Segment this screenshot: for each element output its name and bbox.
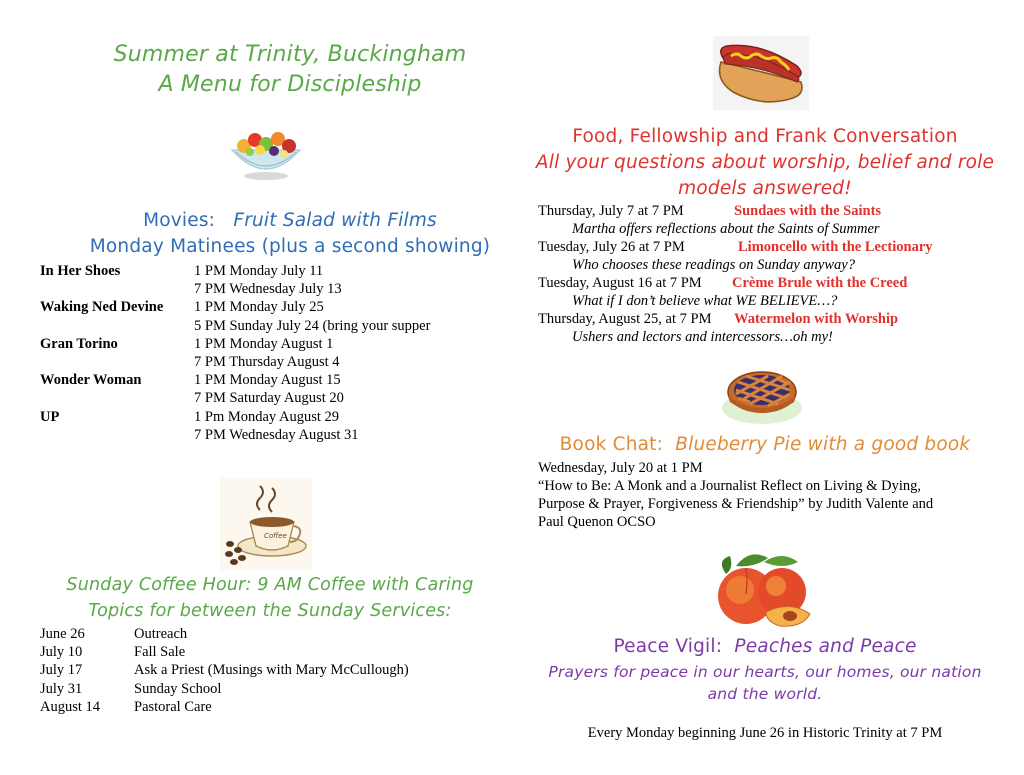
coffee-row	[40, 698, 409, 716]
movie-title: Gran Torino	[40, 335, 118, 352]
coffee-heading	[20, 572, 520, 624]
movies-subtitle: Monday Matinees (plus a second showing)	[89, 236, 491, 257]
movie-showtime: 7 PM Wednesday July 13	[194, 281, 342, 298]
coffee-row	[40, 680, 409, 698]
movie-row	[40, 371, 430, 389]
movie-showtime: 5 PM Sunday July 24 (bring your supper	[194, 317, 431, 334]
coffee-title: Sunday Coffee Hour: 9 AM Coffee with Caring	[66, 575, 474, 595]
movie-row	[40, 280, 430, 298]
event-line	[538, 238, 1008, 256]
book-desc-line3: Paul Quenon OCSO	[538, 514, 656, 530]
peace-heading	[530, 634, 1000, 660]
movie-row	[40, 262, 430, 280]
book-heading	[530, 432, 1000, 458]
movie-title: Wonder Woman	[40, 372, 142, 389]
coffee-cup-label: Coffee	[264, 532, 287, 540]
peaches-icon	[706, 548, 818, 632]
movie-row	[40, 389, 430, 407]
coffee-schedule	[40, 625, 409, 716]
page-title-line2: A Menu for Discipleship	[158, 72, 422, 97]
coffee-row	[40, 625, 409, 643]
movie-showtime: 7 PM Saturday August 20	[194, 390, 344, 407]
movie-row	[40, 408, 430, 426]
movie-title	[40, 389, 194, 407]
coffee-topic: Fall Sale	[134, 644, 186, 661]
movie-title: In Her Shoes	[40, 263, 121, 279]
coffee-date: June 26	[40, 626, 85, 642]
movie-showtime: 1 PM Monday August 1	[194, 335, 334, 352]
movie-row	[40, 426, 430, 444]
event-name: Limoncello with the Lectionary	[738, 239, 933, 255]
book-desc-line2: Purpose & Prayer, Forgiveness & Friendship” by Judith Valente and	[538, 496, 934, 512]
event-description: Who chooses these readings on Sunday anyway?	[572, 257, 855, 273]
movie-showtime: 7 PM Thursday August 4	[194, 354, 340, 371]
frank-subtitle-line1: All your questions about worship, belief and role	[535, 152, 995, 173]
movie-showtime: 7 PM Wednesday August 31	[194, 426, 359, 443]
movie-row	[40, 335, 430, 353]
event-when: Thursday, July 7 at 7 PM	[538, 203, 684, 219]
frank-heading	[530, 124, 1000, 202]
movies-schedule	[40, 262, 430, 444]
event-name: Crème Brule with the Creed	[732, 275, 908, 291]
frank-events	[538, 202, 1008, 346]
book-title-rest: Blueberry Pie with a good book	[675, 434, 971, 455]
event-description: Martha offers reflections about the Saints of Summer	[572, 221, 880, 237]
book-title-prefix: Book Chat:	[559, 434, 664, 455]
event-description: What if I don’t believe what WE BELIEVE…?	[572, 293, 838, 309]
movie-title	[40, 317, 194, 335]
event-description: Ushers and lectors and intercessors…oh my!	[572, 329, 833, 345]
coffee-row	[40, 661, 409, 679]
hot-dog-icon	[713, 36, 809, 110]
event-when: Tuesday, July 26 at 7 PM	[538, 239, 685, 255]
coffee-date: July 17	[40, 662, 83, 679]
movie-title: UP	[40, 408, 60, 425]
event-when: Tuesday, August 16 at 7 PM	[538, 275, 702, 291]
frank-title: Food, Fellowship and Frank Conversation	[572, 126, 958, 147]
movie-title	[40, 426, 194, 444]
coffee-date: July 31	[40, 680, 83, 697]
coffee-date: July 10	[40, 644, 83, 661]
event-line	[538, 310, 1008, 328]
movie-row	[40, 298, 430, 316]
movie-title	[40, 353, 194, 371]
movie-title: Waking Ned Devine	[40, 299, 164, 316]
page-title-line1: Summer at Trinity, Buckingham	[113, 42, 467, 67]
movie-showtime: 1 PM Monday August 15	[194, 372, 341, 389]
peace-subtitle-line1: Prayers for peace in our hearts, our homes, our nation	[548, 663, 982, 681]
book-details	[538, 459, 1008, 531]
coffee-topic: Pastoral Care	[134, 698, 212, 715]
peace-title-rest: Peaches and Peace	[734, 636, 917, 657]
frank-subtitle-line2: models answered!	[678, 178, 852, 199]
movie-showtime: 1 PM Monday July 25	[194, 299, 324, 316]
peace-title-prefix: Peace Vigil:	[613, 636, 723, 657]
movie-showtime: 1 Pm Monday August 29	[194, 408, 340, 425]
coffee-cup-icon	[220, 478, 312, 570]
coffee-topic: Sunday School	[134, 680, 222, 697]
event-line	[538, 274, 1008, 292]
movies-heading	[60, 208, 520, 260]
event-name: Sundaes with the Saints	[734, 203, 882, 219]
book-when: Wednesday, July 20 at 1 PM	[538, 460, 703, 476]
book-desc-line1: “How to Be: A Monk and a Journalist Reflect on Living & Dying,	[538, 478, 921, 494]
peace-subtitle-line2: and the world.	[707, 685, 823, 703]
movie-row	[40, 317, 430, 335]
movies-title	[60, 208, 520, 234]
peace-subtitle	[530, 661, 1000, 705]
event-name: Watermelon with Worship	[734, 311, 899, 327]
movies-title-rest: Fruit Salad with Films	[233, 210, 437, 231]
peace-footer: Every Monday beginning June 26 in Historic Trinity at 7 PM	[587, 725, 943, 741]
movie-showtime: 1 PM Monday July 11	[194, 263, 324, 279]
coffee-subtitle: Topics for between the Sunday Services:	[88, 601, 452, 621]
event-line	[538, 202, 1008, 220]
fruit-salad-icon	[228, 128, 304, 182]
blueberry-pie-icon	[720, 364, 804, 426]
coffee-row	[40, 643, 409, 661]
coffee-topic: Outreach	[134, 626, 188, 642]
movies-title-prefix: Movies:	[143, 210, 216, 231]
coffee-date: August 14	[40, 698, 101, 715]
event-when: Thursday, August 25, at 7 PM	[538, 311, 712, 327]
page-title	[60, 40, 520, 100]
movie-title	[40, 280, 194, 298]
movie-row	[40, 353, 430, 371]
coffee-topic: Ask a Priest (Musings with Mary McCullough)	[134, 662, 409, 679]
